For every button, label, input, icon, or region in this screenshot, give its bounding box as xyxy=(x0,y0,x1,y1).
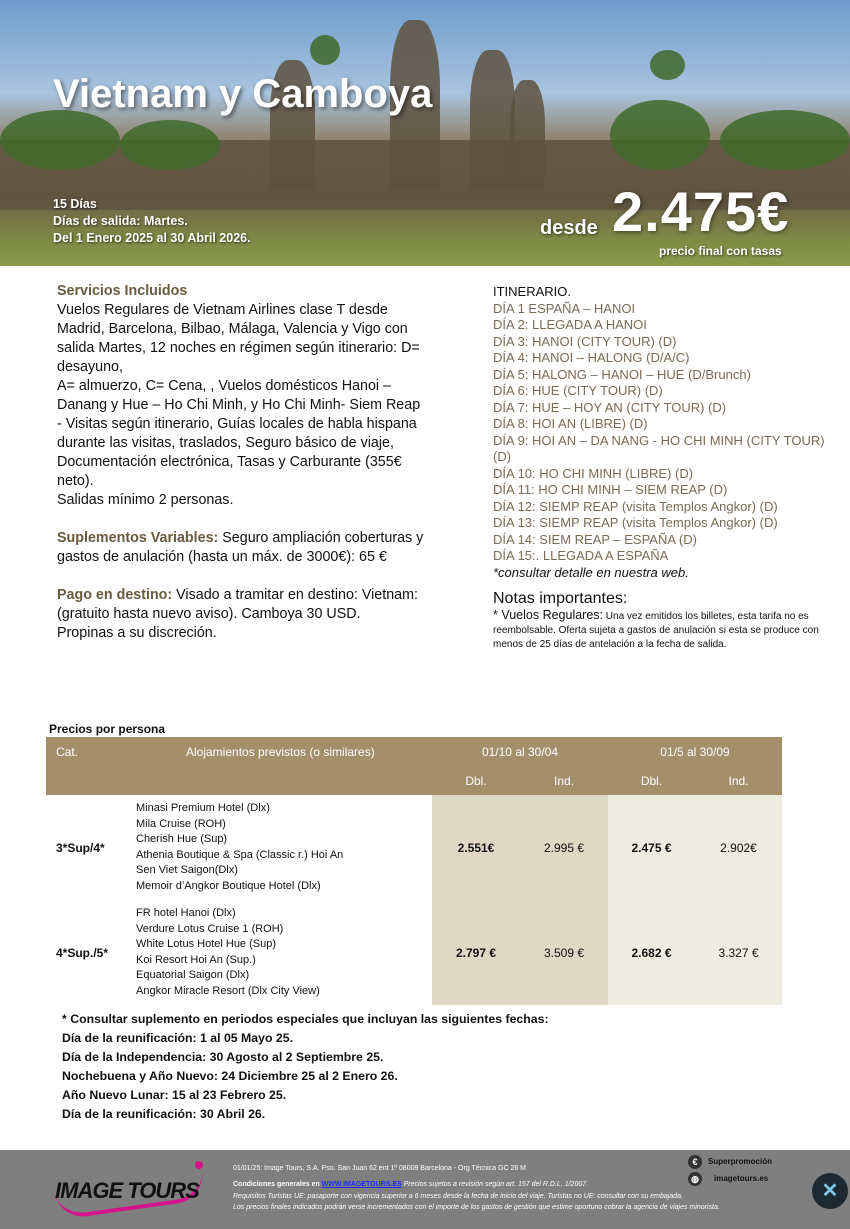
itinerary-day: DÍA 3: HANOI (CITY TOUR) (D) xyxy=(493,333,677,349)
euro-icon: € xyxy=(688,1155,702,1169)
itinerary-day: DÍA 2: LLEGADA A HANOI xyxy=(493,317,647,332)
payment-destination xyxy=(57,586,427,624)
hotel: Angkor Miracle Resort (Dlx City View) xyxy=(136,984,320,997)
payment-label: Pago en destino: xyxy=(57,587,173,603)
footer xyxy=(0,1150,850,1229)
departure-days: Días de salida: Martes. xyxy=(53,214,188,228)
hero-banner xyxy=(0,0,850,266)
price-p2-dbl: 2.475 € xyxy=(608,795,695,900)
special-date: Día de la reunificación: 30 Abril 26. xyxy=(62,1107,266,1121)
hotel: Sen Viet Saigon(Dlx) xyxy=(136,864,238,876)
notes-body: Una vez emitidos los billetes, esta tarifa no es reembolsable. Oferta sujeta a gastos de anulación si esta se produce con menos de 25 días de antelación a la fecha de salida. xyxy=(493,611,819,650)
prices-title: Precios por persona xyxy=(49,722,166,736)
conditions-label: Condiciones generales en xyxy=(233,1181,322,1188)
category: 4*Sup./5* xyxy=(56,945,109,960)
trip-duration: 15 Días xyxy=(53,197,97,211)
special-date: Nochebuena y Año Nuevo: 24 Diciembre 25 al 2 Enero 26. xyxy=(62,1069,398,1083)
col-ind: Ind. xyxy=(520,766,608,795)
itinerary-day: DÍA 11: HO CHI MINH – SIEM REAP (D) xyxy=(493,482,728,497)
price-p1-ind: 2.995 € xyxy=(520,795,608,900)
itinerary-day: DÍA 15:. LLEGADA A ESPAÑA xyxy=(493,548,669,563)
itinerary-day: DÍA 12: SIEMP REAP (visita Templos Angkor) (D) xyxy=(493,498,778,514)
special-date: Día de la Independencia: 30 Agosto al 2 Septiembre 25. xyxy=(62,1050,384,1064)
itinerary-day: DÍA 8: HOI AN (LIBRE) (D) xyxy=(493,416,648,431)
badge-label: Superpromoción xyxy=(708,1157,773,1166)
col-ind: Ind. xyxy=(695,766,782,795)
page-title: Vietnam y Camboya xyxy=(53,72,433,116)
conditions-text: Precios sujetos a revisión según art. 157 del R.D.L. 1/2007. xyxy=(401,1181,589,1188)
hotel: Koi Resort Hoi An (Sup.) xyxy=(136,953,256,966)
notes-heading: Notas importantes: xyxy=(493,590,628,607)
notes-text xyxy=(493,608,843,652)
price-p2-ind: 2.902€ xyxy=(695,795,782,900)
col-dbl: Dbl. xyxy=(432,766,520,795)
special-date: Día de la reunificación: 1 al 05 Mayo 25. xyxy=(62,1031,293,1045)
notes-label: * Vuelos Regulares: xyxy=(493,608,604,622)
category: 3*Sup/4* xyxy=(56,840,105,855)
itinerary-day: DÍA 4: HANOI – HALONG (D/A/C) xyxy=(493,350,690,365)
conditions xyxy=(233,1180,588,1190)
itinerary-heading: ITINERARIO. xyxy=(493,284,572,299)
col-hotels: Alojamientos previstos (o similares) xyxy=(130,737,432,766)
requirements: Requisitos Turistas UE: pasaporte con vigencia superior a 6 meses desde la fecha de inicio del viaje. Turistas no UE: consultar con su embajada. xyxy=(233,1193,683,1200)
website-badge[interactable] xyxy=(688,1172,768,1186)
hotel-list xyxy=(130,795,432,900)
col-period-2: 01/5 al 30/09 xyxy=(608,737,782,766)
superpromo-badge xyxy=(688,1155,772,1169)
col-period-1: 01/10 al 30/04 xyxy=(432,737,608,766)
hotel-list xyxy=(130,900,432,1005)
price-p2-ind: 3.327 € xyxy=(695,900,782,1005)
itinerary-day: DÍA 9: HOI AN – DA NANG - HO CHI MINH (CITY TOUR) (D) xyxy=(493,432,825,464)
logo: IMAGE TOURS xyxy=(55,1178,199,1203)
price-p2-dbl: 2.682 € xyxy=(608,900,695,1005)
col-cat: Cat. xyxy=(46,737,130,766)
supplements-label: Suplementos Variables: xyxy=(57,530,219,546)
price-p1-dbl: 2.551€ xyxy=(432,795,520,900)
price-disclaimer: Los precios finales indicados podrán verse incrementados con el importe de los gastos de gestión que estime oportuno cobrar la agencia de viajes minorista. xyxy=(233,1204,720,1211)
price-row xyxy=(46,900,782,1005)
itinerary-day: DÍA 1 ESPAÑA – HANOI xyxy=(493,300,636,316)
special-date: Año Nuevo Lunar: 15 al 23 Febrero 25. xyxy=(62,1088,287,1102)
services-heading: Servicios Incluidos xyxy=(57,283,188,299)
services-text: Vuelos Regulares de Vietnam Airlines clase T desde Madrid, Barcelona, Bilbao, Málaga, Valencia y Vigo con salida Martes, 12 noches en régimen según itinerario: D= desayuno, xyxy=(57,302,420,375)
company-info: 01/01/25: Image Tours, S.A. Pso. San Juan 62 ent 1ª 08009 Barcelona - Org Técnica GC 26 M xyxy=(233,1165,527,1172)
itinerary-day: DÍA 5: HALONG – HANOI – HUE (D/Brunch) xyxy=(493,366,751,382)
services-text-2: A= almuerzo, C= Cena, , Vuelos domésticos Hanoi – Danang y Hue – Ho Chi Minh, y Ho Chi Minh- Siem Reap - Visitas según itinerario, Guías locales de habla hispana durante las visitas, traslados, Seguro básico de viaje, Documentación electrónica, Tasas y Carburante (355€ neto). xyxy=(57,378,421,489)
hotel: Verdure Lotus Cruise 1 (ROH) xyxy=(136,922,284,935)
hotel: Memoir d’Angkor Boutique Hotel (Dlx) xyxy=(136,879,321,892)
itinerary-day: DÍA 7: HUE – HOY AN (CITY TOUR) (D) xyxy=(493,399,727,415)
supplements-variable xyxy=(57,529,427,567)
hotel: Cherish Hue (Sup) xyxy=(136,833,228,845)
col-dbl: Dbl. xyxy=(608,766,695,795)
services-text-3: Salidas mínimo 2 personas. xyxy=(57,492,234,508)
price-row xyxy=(46,795,782,900)
validity-period: Del 1 Enero 2025 al 30 Abril 2026. xyxy=(53,231,251,245)
app-icon[interactable]: ✕ xyxy=(812,1173,848,1209)
price-table xyxy=(46,737,782,1005)
hotel: White Lotus Hotel Hue (Sup) xyxy=(136,938,277,950)
hotel: FR hotel Hanoi (Dlx) xyxy=(136,907,236,919)
price-note: precio final con tasas xyxy=(659,244,782,258)
payment-text: Visado a tramitar en destino: Vietnam: (gratuito hasta nuevo aviso). Camboya 30 USD. xyxy=(57,587,419,622)
itinerary-note: *consultar detalle en nuestra web. xyxy=(493,564,689,580)
price: 2.475€ xyxy=(612,180,790,243)
itinerary-section xyxy=(493,284,843,652)
price-from-label: desde xyxy=(540,217,598,239)
special-date: * Consultar suplemento en periodos especiales que incluyan las siguientes fechas: xyxy=(62,1012,549,1026)
logo-dot xyxy=(195,1161,203,1169)
tips-text: Propinas a su discreción. xyxy=(57,625,217,641)
itinerary-day: DÍA 10: HO CHI MINH (LIBRE) (D) xyxy=(493,465,694,481)
special-dates xyxy=(62,1010,549,1124)
supplements-text: Seguro ampliación coberturas y gastos de anulación (hasta un máx. de 3000€): 65 € xyxy=(57,530,424,565)
itinerary-day: DÍA 13: SIEMP REAP (visita Templos Angkor) (D) xyxy=(493,515,778,530)
price-p1-dbl: 2.797 € xyxy=(432,900,520,1005)
hotel: Equatorial Saigon (Dlx) xyxy=(136,969,250,981)
badge-label: imagetours.es xyxy=(714,1174,769,1183)
services-section xyxy=(57,282,427,643)
website-link[interactable]: WWW.IMAGETOURS.ES xyxy=(321,1181,402,1188)
hotel: Mila Cruise (ROH) xyxy=(136,817,226,830)
hotel: Athenia Boutique & Spa (Classic r.) Hoi An xyxy=(136,848,344,861)
trip-info xyxy=(53,196,251,247)
itinerary-day: DÍA 14: SIEM REAP – ESPAÑA (D) xyxy=(493,531,697,547)
globe-icon: ◍ xyxy=(688,1172,702,1186)
hotel: Minasi Premium Hotel (Dlx) xyxy=(136,802,270,814)
price-p1-ind: 3.509 € xyxy=(520,900,608,1005)
itinerary-day: DÍA 6: HUE (CITY TOUR) (D) xyxy=(493,383,663,398)
